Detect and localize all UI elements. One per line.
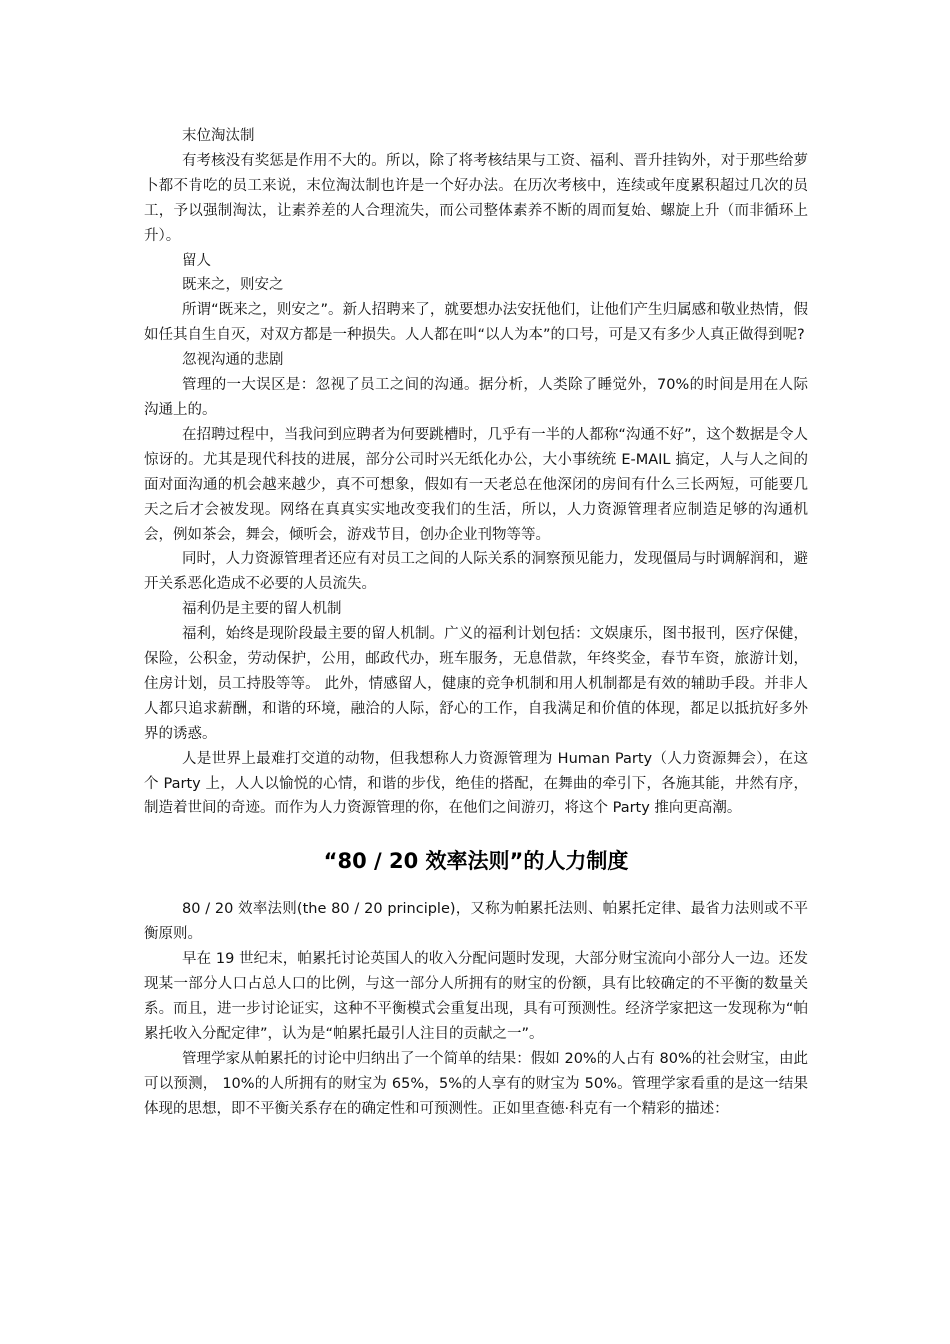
- paragraph: 人是世界上最难打交道的动物，但我想称人力资源管理为 Human Party（人力资源舞会），在这个 Party 上，人人以愉悦的心情，和谐的步伐，绝佳的搭配，在舞曲的牵引下，各施其能，井然有序，制造着世间的奇迹。而作为人力资源管理的你，在他们之间游刃，将这个 Party 推向更高潮。: [144, 750, 808, 817]
- paragraph: 所谓“既来之，则安之”。新人招聘来了，就要想办法安抚他们，让他们产生归属感和敬业热情，假如任其自生自灭，对双方都是一种损失。人人都在叫“以人为本”的口号，可是又有多少人真正做得到呢?: [144, 302, 808, 344]
- heading-retention: 留人: [182, 252, 211, 269]
- paragraph: 在招聘过程中，当我问到应聘者为何要跳槽时，几乎有一半的人都称“沟通不好”，这个数据是令人惊讶的。尤其是现代科技的进展，部分公司时兴无纸化办公，大小事统统 E-MAIL 搞定，人与人之间的面对面沟通的机会越来越少，真不可想象，假如有一天老总在他深闭的房间有什么三长两短，可能要几天之后才会被发现。网络在真真实实地改变我们的生活，所以，人力资源管理者应制造足够的沟通机会，例如茶会，舞会，倾听会，游戏节目，创办企业刊物等等。: [144, 426, 808, 543]
- document-page: [144, 124, 808, 1122]
- heading-communication: 忽视沟通的悲剧: [182, 352, 284, 369]
- paragraph: 早在 19 世纪末，帕累托讨论英国人的收入分配问题时发现，大部分财宝流向小部分人一边。还发现某一部分人口占总人口的比例，与这一部分人所拥有的财宝的份额，具有比较确定的不平衡的数量关系。而且，进一步讨论证实，这种不平衡模式会重复出现，具有可预测性。经济学家把这一发现称为“帕累托收入分配定律”，认为是“帕累托最引人注目的贡献之一”。: [144, 951, 808, 1042]
- heading-welfare: 福利仍是主要的留人机制: [182, 601, 342, 618]
- paragraph: 管理学家从帕累托的讨论中归纳出了一个简单的结果：假如 20%的人占有 80%的社会财宝，由此可以预测， 10%的人所拥有的财宝为 65%，5%的人享有的财宝为 50%。管理学家看重的是这一结果体现的思想，即不平衡关系存在的确定性和可预测性。正如里查德·科克有一个精彩的描述：: [144, 1050, 808, 1117]
- paragraph: 有考核没有奖惩是作用不大的。所以，除了将考核结果与工资、福利、晋升挂钩外，对于那些给萝卜都不肯吃的员工来说，末位淘汰制也许是一个好办法。在历次考核中，连续或年度累积超过几次的员工，予以强制淘汰，让素养差的人合理流失，而公司整体素养不断的周而复始、螺旋上升（而非循环上升）。: [144, 152, 808, 244]
- heading-bottom-elimination: 末位淘汰制: [182, 128, 255, 144]
- section-title: “80 / 20 效率法则”的人力制度: [323, 849, 629, 874]
- paragraph: 同时，人力资源管理者还应有对员工之间的人际关系的洞察预见能力，发现僵局与时调解润和，避开关系恶化造成不必要的人员流失。: [144, 551, 808, 593]
- heading-settle-in: 既来之，则安之: [182, 277, 284, 294]
- paragraph: 福利，始终是现阶段最主要的留人机制。广义的福利计划包括：文娱康乐，图书报刊，医疗保健，保险，公积金，劳动保护，公用，邮政代办，班车服务，无息借款，年终奖金，春节车资，旅游计划，住房计划，员工持股等等。 此外，情感留人，健康的竞争机制和用人机制都是有效的辅助手段。并非人人都只追求薪酬，和谐的环境，融洽的人际，舒心的工作，自我满足和价值的体现，都足以抵抗好多外界的诱惑。: [144, 626, 808, 742]
- paragraph: 80 / 20 效率法则(the 80 / 20 principle)，又称为帕累托法则、帕累托定律、最省力法则或不平衡原则。: [144, 901, 808, 943]
- paragraph: 管理的一大误区是：忽视了员工之间的沟通。据分析，人类除了睡觉外，70%的时间是用在人际沟通上的。: [144, 377, 808, 418]
